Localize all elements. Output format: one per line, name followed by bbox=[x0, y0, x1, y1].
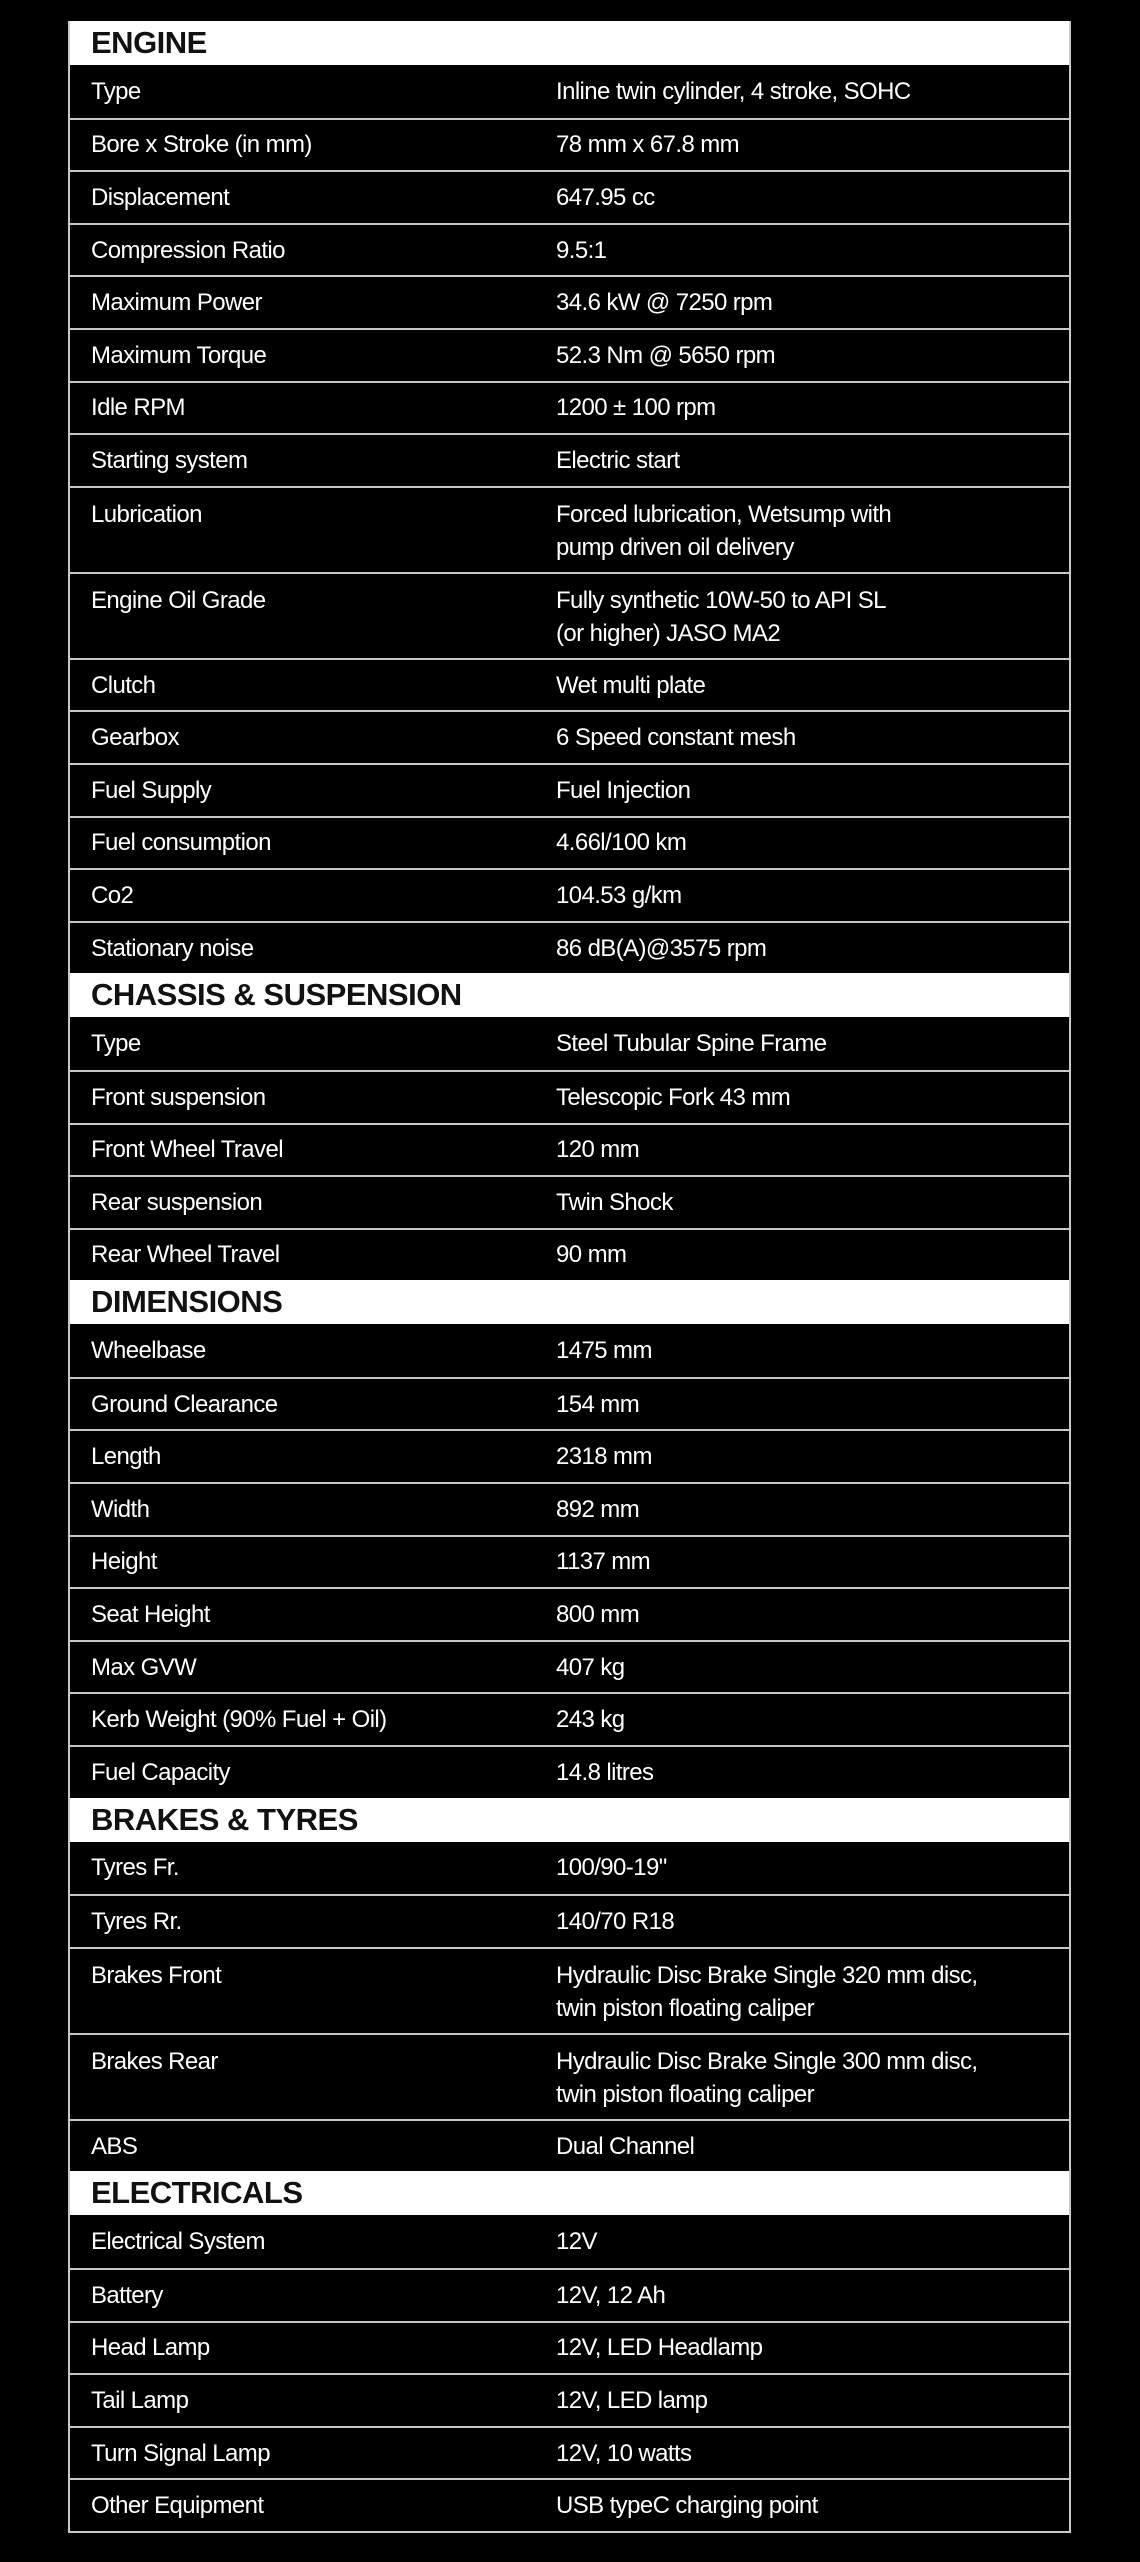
spec-value: Wet multi plate bbox=[556, 671, 706, 699]
spec-label: Maximum Torque bbox=[91, 341, 267, 369]
spec-label: Wheelbase bbox=[91, 1337, 206, 1365]
spec-value: 120 mm bbox=[556, 1136, 640, 1164]
spec-label: Front Wheel Travel bbox=[91, 1136, 283, 1164]
table-row bbox=[70, 2426, 1069, 2479]
table-row bbox=[70, 328, 1069, 381]
spec-value: 100/90-19" bbox=[556, 1854, 667, 1882]
table-row bbox=[70, 2033, 1069, 2119]
spec-label: Gearbox bbox=[91, 724, 179, 752]
spec-label: Width bbox=[91, 1495, 150, 1523]
table-row bbox=[70, 170, 1069, 223]
spec-value: Twin Shock bbox=[556, 1188, 673, 1216]
spec-value: 12V, 12 Ah bbox=[556, 2281, 666, 2309]
spec-label: Engine Oil Grade bbox=[91, 586, 266, 614]
spec-label: Electrical System bbox=[91, 2228, 265, 2256]
spec-label: Lubrication bbox=[91, 500, 202, 528]
spec-value: 243 kg bbox=[556, 1706, 625, 1734]
spec-value: 12V bbox=[556, 2228, 597, 2256]
table-row bbox=[70, 1228, 1069, 1281]
spec-value: 86 dB(A)@3575 rpm bbox=[556, 934, 767, 962]
table-row bbox=[70, 710, 1069, 763]
spec-label: Head Lamp bbox=[91, 2334, 210, 2362]
spec-value-line: twin piston floating caliper bbox=[556, 1994, 815, 2022]
spec-value: 1200 ± 100 rpm bbox=[556, 394, 716, 422]
table-row bbox=[70, 658, 1069, 711]
spec-label: Ground Clearance bbox=[91, 1390, 278, 1418]
spec-label: Rear suspension bbox=[91, 1188, 263, 1216]
spec-label: Fuel Supply bbox=[91, 776, 212, 804]
spec-value-line: pump driven oil delivery bbox=[556, 533, 794, 561]
section-header-brakes-tyres: BRAKES & TYRES bbox=[70, 1798, 1069, 1842]
table-row bbox=[70, 2373, 1069, 2426]
spec-value-line: twin piston floating caliper bbox=[556, 2080, 815, 2108]
spec-value-line: Hydraulic Disc Brake Single 300 mm disc, bbox=[556, 2047, 978, 2075]
spec-value: Telescopic Fork 43 mm bbox=[556, 1083, 791, 1111]
table-row bbox=[70, 1429, 1069, 1482]
spec-value-line: Hydraulic Disc Brake Single 320 mm disc, bbox=[556, 1961, 978, 1989]
table-row bbox=[70, 1535, 1069, 1588]
spec-label: Battery bbox=[91, 2281, 163, 2309]
table-row bbox=[70, 486, 1069, 572]
spec-value: 800 mm bbox=[556, 1601, 640, 1629]
spec-label: Type bbox=[91, 1030, 141, 1058]
table-row bbox=[70, 433, 1069, 486]
spec-label: Tyres Rr. bbox=[91, 1908, 182, 1936]
spec-value: 12V, 10 watts bbox=[556, 2439, 692, 2467]
table-row bbox=[70, 921, 1069, 974]
spec-value: Electric start bbox=[556, 446, 680, 474]
table-row bbox=[70, 868, 1069, 921]
table-row bbox=[70, 572, 1069, 658]
spec-value: 140/70 R18 bbox=[556, 1908, 675, 1936]
table-row bbox=[70, 1377, 1069, 1430]
spec-value: 1475 mm bbox=[556, 1337, 652, 1365]
spec-label: Fuel Capacity bbox=[91, 1758, 230, 1786]
spec-label: Tail Lamp bbox=[91, 2386, 189, 2414]
table-row bbox=[70, 1692, 1069, 1745]
spec-value: 2318 mm bbox=[556, 1443, 652, 1471]
section-header-dimensions: DIMENSIONS bbox=[70, 1280, 1069, 1324]
spec-value: 407 kg bbox=[556, 1653, 625, 1681]
spec-value: 154 mm bbox=[556, 1390, 640, 1418]
spec-label: Co2 bbox=[91, 881, 134, 909]
spec-label: Clutch bbox=[91, 671, 156, 699]
spec-label: Bore x Stroke (in mm) bbox=[91, 131, 312, 159]
spec-label: Idle RPM bbox=[91, 394, 185, 422]
spec-value: 1137 mm bbox=[556, 1548, 651, 1576]
spec-label: Turn Signal Lamp bbox=[91, 2439, 270, 2467]
spec-label: Displacement bbox=[91, 183, 230, 211]
table-row bbox=[70, 816, 1069, 869]
spec-value: 34.6 kW @ 7250 rpm bbox=[556, 289, 773, 317]
spec-value: USB typeC charging point bbox=[556, 2492, 818, 2520]
table-row bbox=[70, 1640, 1069, 1693]
spec-value: 104.53 g/km bbox=[556, 881, 682, 909]
spec-value: 14.8 litres bbox=[556, 1758, 654, 1786]
spec-label: Brakes Rear bbox=[91, 2047, 218, 2075]
spec-label: ABS bbox=[91, 2132, 138, 2160]
spec-label: Maximum Power bbox=[91, 289, 262, 317]
spec-label: Type bbox=[91, 77, 141, 105]
section-header-electricals: ELECTRICALS bbox=[70, 2171, 1069, 2215]
spec-label: Compression Ratio bbox=[91, 236, 285, 264]
spec-value bbox=[556, 2045, 1069, 2111]
table-row bbox=[70, 1324, 1069, 1377]
spec-value bbox=[556, 1959, 1069, 2025]
spec-label: Height bbox=[91, 1548, 157, 1576]
table-row bbox=[70, 2215, 1069, 2268]
spec-value: 12V, LED lamp bbox=[556, 2386, 708, 2414]
spec-label: Starting system bbox=[91, 446, 248, 474]
spec-value: 90 mm bbox=[556, 1241, 627, 1269]
spec-value: Steel Tubular Spine Frame bbox=[556, 1030, 827, 1058]
spec-label: Front suspension bbox=[91, 1083, 266, 1111]
table-row bbox=[70, 1123, 1069, 1176]
spec-label: Kerb Weight (90% Fuel + Oil) bbox=[91, 1706, 387, 1734]
spec-value: Fuel Injection bbox=[556, 776, 691, 804]
table-row bbox=[70, 1745, 1069, 1798]
spec-label: Fuel consumption bbox=[91, 829, 271, 857]
spec-value-line: (or higher) JASO MA2 bbox=[556, 619, 781, 647]
spec-label: Other Equipment bbox=[91, 2492, 264, 2520]
spec-value bbox=[556, 584, 1069, 650]
spec-value-line: Forced lubrication, Wetsump with bbox=[556, 500, 892, 528]
spec-value: 6 Speed constant mesh bbox=[556, 724, 796, 752]
section-header-chassis-suspension: CHASSIS & SUSPENSION bbox=[70, 973, 1069, 1017]
spec-value: 647.95 cc bbox=[556, 183, 655, 211]
table-row bbox=[70, 275, 1069, 328]
table-row bbox=[70, 1587, 1069, 1640]
table-row bbox=[70, 1175, 1069, 1228]
spec-value: 52.3 Nm @ 5650 rpm bbox=[556, 341, 775, 369]
table-row bbox=[70, 2268, 1069, 2321]
spec-table bbox=[68, 21, 1071, 2533]
spec-value: Dual Channel bbox=[556, 2132, 695, 2160]
spec-label: Stationary noise bbox=[91, 934, 254, 962]
table-row bbox=[70, 2119, 1069, 2172]
table-row bbox=[70, 763, 1069, 816]
table-row bbox=[70, 1894, 1069, 1947]
table-row bbox=[70, 2321, 1069, 2374]
spec-label: Tyres Fr. bbox=[91, 1854, 179, 1882]
spec-label: Brakes Front bbox=[91, 1961, 222, 1989]
spec-label: Length bbox=[91, 1443, 161, 1471]
table-row bbox=[70, 1947, 1069, 2033]
spec-value: 78 mm x 67.8 mm bbox=[556, 131, 740, 159]
spec-value bbox=[556, 498, 1069, 564]
table-row bbox=[70, 118, 1069, 171]
table-row bbox=[70, 65, 1069, 118]
spec-label: Seat Height bbox=[91, 1601, 210, 1629]
section-header-engine: ENGINE bbox=[70, 21, 1069, 65]
spec-value: 9.5:1 bbox=[556, 236, 607, 264]
table-row bbox=[70, 1070, 1069, 1123]
spec-value: 892 mm bbox=[556, 1495, 640, 1523]
spec-value-line: Fully synthetic 10W-50 to API SL bbox=[556, 586, 886, 614]
spec-value: Inline twin cylinder, 4 stroke, SOHC bbox=[556, 77, 911, 105]
spec-label: Max GVW bbox=[91, 1653, 197, 1681]
table-row bbox=[70, 223, 1069, 276]
table-row bbox=[70, 2478, 1069, 2531]
table-row bbox=[70, 1842, 1069, 1895]
table-row bbox=[70, 1482, 1069, 1535]
table-row bbox=[70, 1017, 1069, 1070]
table-row bbox=[70, 381, 1069, 434]
spec-value: 4.66l/100 km bbox=[556, 829, 687, 857]
spec-label: Rear Wheel Travel bbox=[91, 1241, 280, 1269]
spec-value: 12V, LED Headlamp bbox=[556, 2334, 763, 2362]
